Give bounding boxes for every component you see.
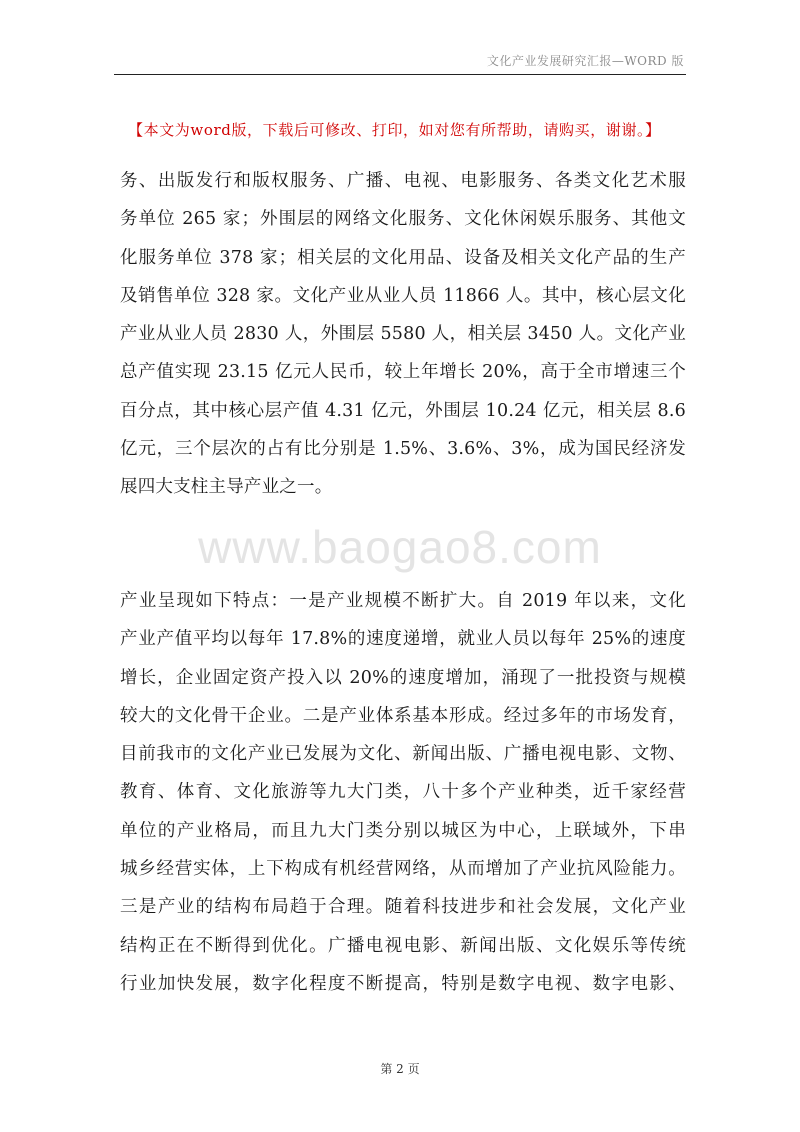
watermark: www.baogao8.com xyxy=(198,521,602,573)
page-number: 第 2 页 xyxy=(380,1062,420,1076)
text-line: 产业产值平均以每年 17.8%的速度递增，就业人员以每年 25%的速度 xyxy=(120,629,686,650)
text-line: 目前我市的文化产业已发展为文化、新闻出版、广播电视电影、文物、 xyxy=(120,744,686,765)
header-rule xyxy=(114,74,686,75)
text-line: 及销售单位 328 家。文化产业从业人员 11866 人。其中，核心层文化 xyxy=(120,285,686,306)
paragraph-1 xyxy=(120,162,686,507)
text-line: 行业加快发展，数字化程度不断提高，特别是数字电视、数字电影、 xyxy=(120,973,686,994)
text-line: 教育、体育、文化旅游等九大门类，八十多个产业种类，近千家经营 xyxy=(120,782,686,803)
text-line: 增长，企业固定资产投入以 20%的速度增加，涌现了一批投资与规模 xyxy=(120,667,686,688)
text-line: 展四大支柱主导产业之一。 xyxy=(120,477,333,498)
paragraph-2 xyxy=(120,582,686,1003)
text-line: 城乡经营实体，上下构成有机经营网络，从而增加了产业抗风险能力。 xyxy=(120,859,686,880)
text-line: 化服务单位 378 家；相关层的文化用品、设备及相关文化产品的生产 xyxy=(120,247,686,268)
running-header: 文化产业发展研究汇报—WORD 版 xyxy=(486,54,684,68)
download-notice: 【本文为word版，下载后可修改、打印，如对您有所帮助，请购买，谢谢。】 xyxy=(128,121,661,139)
text-line: 产业呈现如下特点：一是产业规模不断扩大。自 2019 年以来，文化 xyxy=(120,591,686,611)
text-line: 百分点，其中核心层产值 4.31 亿元，外围层 10.24 亿元，相关层 8.6 xyxy=(120,400,686,421)
text-line: 单位的产业格局，而且九大门类分别以城区为中心，上联域外，下串 xyxy=(120,820,686,841)
text-line: 总产值实现 23.15 亿元人民币，较上年增长 20%，高于全市增速三个 xyxy=(120,362,686,383)
text-line: 务单位 265 家；外围层的网络文化服务、文化休闲娱乐服务、其他文 xyxy=(120,209,686,230)
text-line: 结构正在不断得到优化。广播电视电影、新闻出版、文化娱乐等传统 xyxy=(120,935,686,956)
text-line: 务、出版发行和版权服务、广播、电视、电影服务、各类文化艺术服 xyxy=(120,171,686,191)
text-line: 较大的文化骨干企业。二是产业体系基本形成。经过多年的市场发育， xyxy=(120,705,686,726)
text-line: 亿元，三个层次的占有比分别是 1.5%、3.6%、3%，成为国民经济发 xyxy=(120,439,686,460)
text-line: 三是产业的结构布局趋于合理。随着科技进步和社会发展，文化产业 xyxy=(120,897,686,918)
text-line: 产业从业人员 2830 人，外围层 5580 人，相关层 3450 人。文化产业 xyxy=(120,324,686,345)
